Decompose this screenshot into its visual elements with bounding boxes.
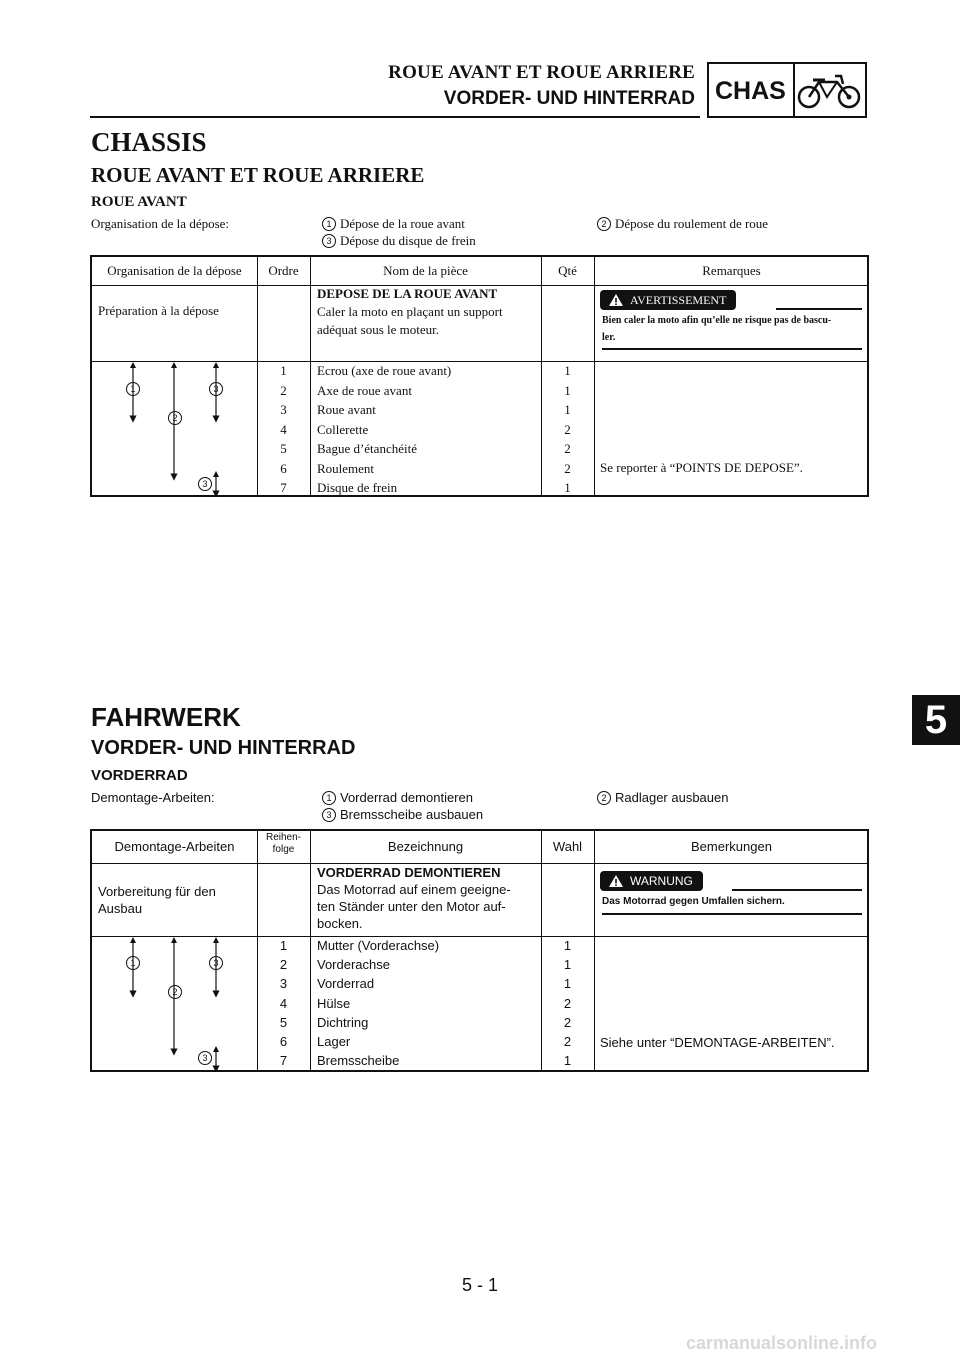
french-warning-text: ler. (602, 332, 616, 343)
part-name: Roue avant (317, 402, 376, 417)
french-heading-2: ROUE AVANT ET ROUE ARRIERE (91, 163, 425, 187)
diagram-label-1: 1 (126, 956, 140, 970)
diagram-label-2: 2 (168, 411, 182, 425)
german-heading-3: VORDERRAD (91, 767, 188, 784)
diagram-label-2: 2 (168, 985, 182, 999)
french-removal-table (90, 255, 869, 497)
part-order: 6 (279, 1034, 288, 1049)
german-sequence-diagram (102, 936, 252, 1072)
german-prep-label: Vorbereitung für den (98, 884, 216, 899)
header-rule (90, 116, 700, 118)
german-col-header: Wahl (552, 839, 583, 854)
part-qty: 2 (563, 1014, 572, 1030)
part-order: 7 (279, 1053, 288, 1069)
german-org-item-1: 1 Vorderrad demontieren (322, 790, 473, 805)
part-name: Dichtring (317, 1014, 369, 1030)
part-order: 1 (280, 363, 287, 378)
german-col-header: Demontage-Arbeiten (114, 839, 235, 854)
german-heading-1: FAHRWERK (91, 702, 241, 732)
diagram-label-3: 3 (209, 956, 223, 970)
part-name: Vorderachse (317, 957, 390, 973)
diagram-label-3: 3 (198, 1051, 212, 1065)
german-col-header: Reihen- folge (265, 832, 302, 855)
french-warning-text: Bien caler la moto afin qu’elle ne risque pas de bascu- (602, 315, 832, 326)
warning-rule (602, 348, 862, 350)
page-number: 5 - 1 (461, 1275, 499, 1295)
part-qty: 1 (564, 363, 571, 378)
german-col-header: Bezeichnung (387, 839, 464, 854)
diagram-label-3: 3 (209, 382, 223, 396)
diagram-label-1: 1 (126, 382, 140, 396)
part-qty: 1 (563, 957, 572, 973)
part-qty: 2 (563, 995, 572, 1011)
header-title-de: VORDER- UND HINTERRAD (443, 88, 695, 109)
chapter-tab: 5 (912, 695, 960, 745)
part-name: Mutter (Vorderachse) (317, 938, 440, 953)
watermark: carmanualsonline.info (686, 1333, 878, 1353)
part-order: 6 (280, 460, 287, 476)
german-prep-title: VORDERRAD DEMONTIEREN (317, 865, 501, 880)
part-order: 1 (279, 938, 288, 953)
section-code: CHAS (715, 77, 786, 105)
part-qty: 1 (564, 402, 571, 417)
part-order: 5 (279, 1014, 288, 1030)
german-org-item-3: 3 Bremsscheibe ausbauen (322, 807, 483, 822)
french-col-header: Remarques (702, 263, 761, 278)
part-qty: 1 (563, 1053, 572, 1069)
part-name: Axe de roue avant (317, 382, 412, 398)
part-qty: 2 (563, 1034, 572, 1049)
part-name: Bremsscheibe (317, 1053, 400, 1069)
warning-rule (776, 308, 862, 310)
french-prep-line: Caler la moto en plaçant un support (317, 304, 503, 319)
french-col-header: Organisation de la dépose (107, 263, 242, 278)
french-remark: Se reporter à “POINTS DE DEPOSE”. (600, 460, 803, 475)
part-name: Collerette (317, 421, 369, 437)
german-heading-2: VORDER- UND HINTERRAD (91, 737, 356, 759)
part-order: 2 (280, 382, 287, 398)
part-name: Ecrou (axe de roue avant) (317, 363, 452, 378)
part-name: Hülse (317, 995, 351, 1011)
part-name: Disque de frein (317, 480, 398, 495)
part-order: 4 (279, 995, 288, 1011)
part-name: Vorderrad (317, 976, 375, 992)
part-qty: 1 (563, 938, 572, 953)
part-qty: 1 (564, 480, 571, 495)
german-org-label: Demontage-Arbeiten: (91, 790, 215, 805)
german-col-header: Bemerkungen (691, 839, 772, 854)
french-heading-1: CHASSIS (91, 127, 207, 157)
french-prep-label: Préparation à la dépose (98, 303, 219, 318)
warning-rule (732, 889, 862, 891)
warning-badge: WARNUNG (600, 871, 703, 891)
french-org-item-2: 2 Dépose du roulement de roue (597, 216, 768, 232)
french-prep-title: DEPOSE DE LA ROUE AVANT (317, 286, 498, 301)
part-order: 5 (280, 441, 287, 456)
diagram-label-3: 3 (198, 477, 212, 491)
french-heading-3: ROUE AVANT (91, 194, 187, 210)
part-qty: 2 (564, 441, 571, 456)
german-warning-text: Das Motorrad gegen Umfallen sichern. (602, 896, 785, 907)
french-org-label: Organisation de la dépose: (91, 216, 230, 231)
part-qty: 1 (564, 382, 571, 398)
german-removal-table (90, 829, 869, 1072)
part-qty: 1 (563, 976, 572, 992)
german-org-item-2: 2 Radlager ausbauen (597, 790, 728, 805)
french-col-header: Nom de la pièce (383, 263, 468, 278)
french-org-item-1: 1 Dépose de la roue avant (322, 216, 465, 232)
french-col-header: Ordre (268, 263, 299, 278)
part-qty: 2 (564, 460, 571, 476)
part-qty: 2 (564, 421, 571, 437)
german-prep-line: Das Motorrad auf einem geeigne- (317, 882, 511, 897)
section-badge (707, 62, 867, 118)
german-remark: Siehe unter “DEMONTAGE-ARBEITEN”. (600, 1035, 835, 1050)
part-name: Roulement (317, 460, 375, 476)
french-col-header: Qté (558, 263, 577, 278)
french-prep-line: adéquat sous le moteur. (317, 322, 440, 337)
french-sequence-diagram (102, 361, 252, 497)
german-prep-label: Ausbau (98, 901, 143, 916)
section-badge-divider (793, 64, 795, 116)
header-title-fr: ROUE AVANT ET ROUE ARRIERE (388, 62, 695, 83)
motorcycle-icon (797, 72, 863, 110)
warning-icon (608, 874, 624, 888)
german-prep-line: bocken. (317, 916, 363, 931)
part-name: Lager (317, 1034, 351, 1049)
warning-badge: AVERTISSEMENT (600, 290, 736, 310)
part-order: 2 (279, 957, 288, 973)
warning-rule (602, 913, 862, 915)
german-prep-line: ten Ständer unter den Motor auf- (317, 899, 506, 914)
part-order: 3 (280, 402, 287, 417)
part-name: Bague d’étanchéité (317, 441, 417, 456)
french-org-item-3: 3 Dépose du disque de frein (322, 233, 476, 249)
part-order: 3 (279, 976, 288, 992)
part-order: 7 (280, 480, 287, 495)
part-order: 4 (280, 421, 287, 437)
warning-icon (608, 293, 624, 307)
